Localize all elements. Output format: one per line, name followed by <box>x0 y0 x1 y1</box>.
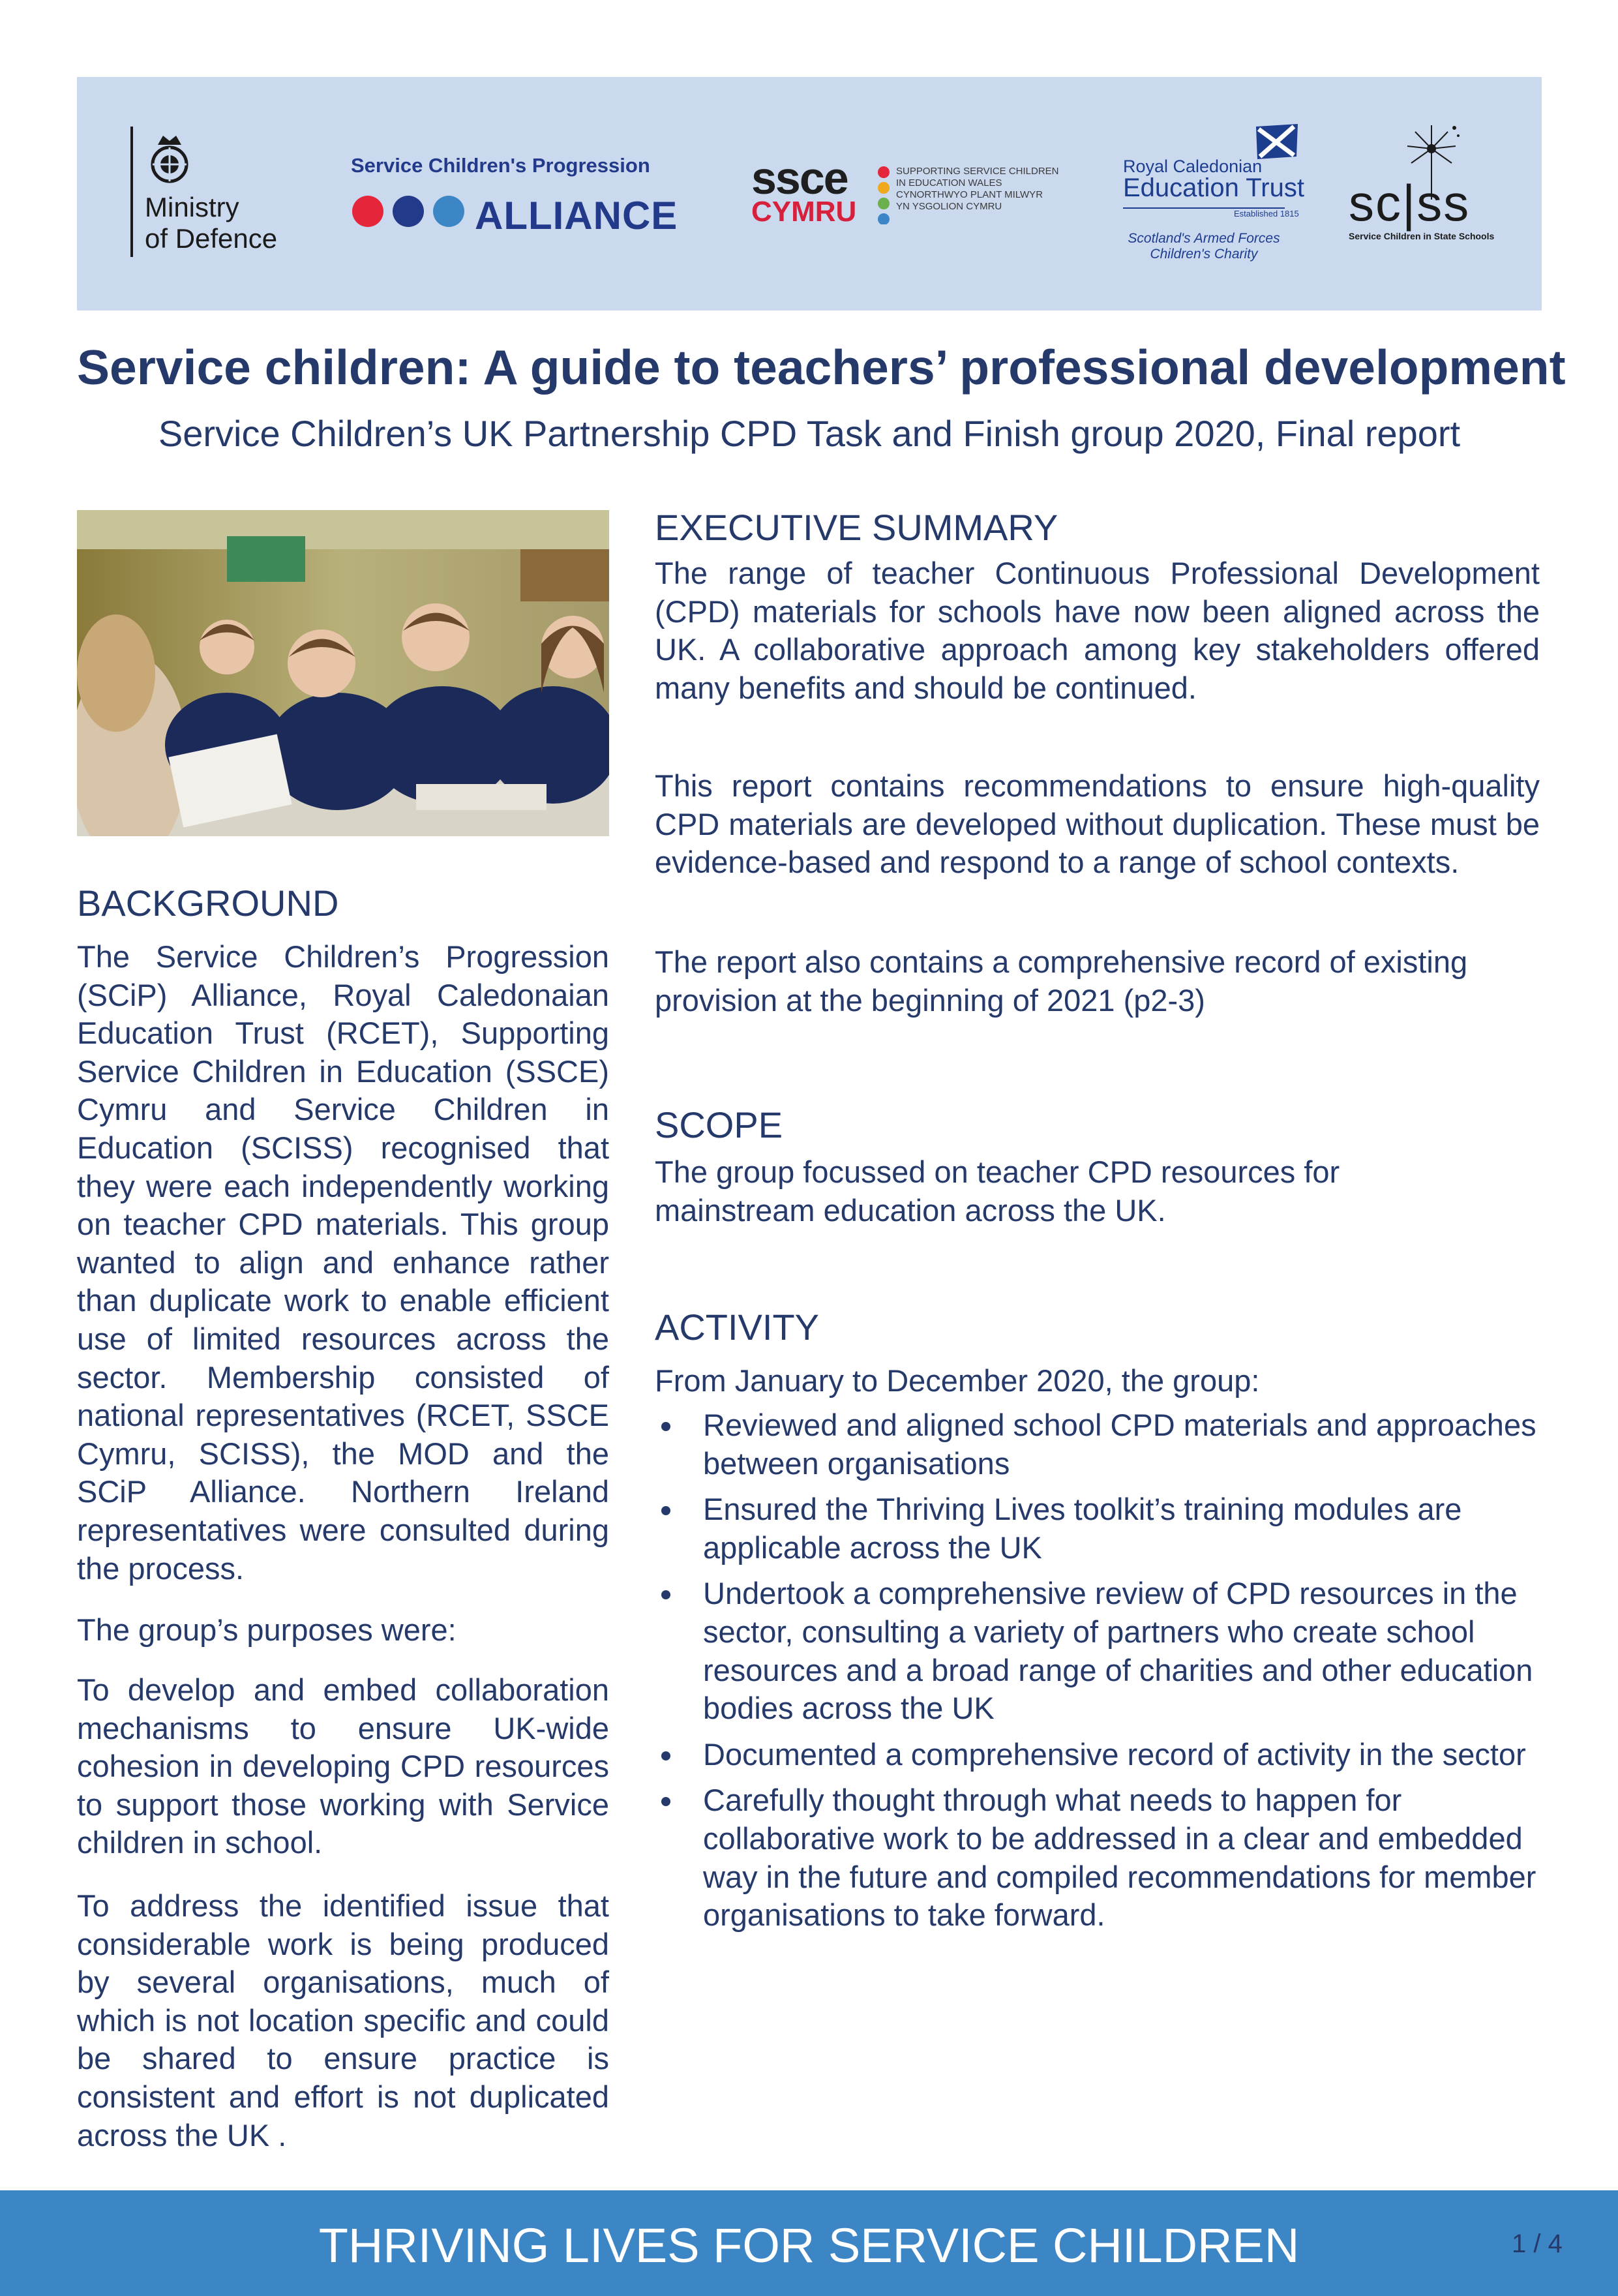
scip-alliance-logo <box>351 154 677 252</box>
bullet-icon <box>661 1590 670 1599</box>
background-paragraph-1: The Service Children’s Progression (SCiP) Alliance, Royal Caledonaian Education Trust (RCET), Supporting Service Children in Education (SSCE) Cymru and Service Children in Education (SCISS) recognised that they were each independently working on teacher CPD materials. This group wanted to align and enhance rather than duplicate work to enable efficient use of limited resources across the sector. Membership consisted of national representatives (RCET, SSCE Cymru, SCISS), the MOD and the SCiP Alliance. Northern Ireland representatives were consulted during the process. <box>77 939 609 1586</box>
cymru-word: CYMRU <box>751 196 857 228</box>
executive-summary-heading: EXECUTIVE SUMMARY <box>655 507 1058 548</box>
mod-text-line2: of Defence <box>145 223 278 254</box>
sciss-small-text: Service Children in State Schools <box>1349 231 1495 241</box>
rcet-subtitle-line: Children's Charity <box>1150 247 1258 262</box>
executive-paragraph-3: The report also contains a comprehensive record of existing provision at the beginning of 2021 (p2-3) <box>655 944 1468 1018</box>
background-heading: BACKGROUND <box>77 883 339 924</box>
activity-list <box>655 1406 1540 1942</box>
ssce-word: ssce <box>751 153 848 204</box>
footer-banner <box>0 2190 1618 2296</box>
bullet-icon <box>661 1797 670 1806</box>
list-item-text: Documented a comprehensive record of activity in the sector <box>703 1736 1526 1772</box>
scope-paragraph: The group focussed on teacher CPD resources for mainstream education across the UK. <box>655 1155 1340 1228</box>
ssce-small-line: CYNORTHWYO PLANT MILWYR <box>896 189 1043 200</box>
list-item <box>655 1736 1540 1774</box>
scip-logo-line2: ALLIANCE <box>475 194 678 237</box>
classroom-photo <box>77 510 609 836</box>
list-item-text: Reviewed and aligned school CPD materials and approaches between organisations <box>703 1408 1536 1481</box>
list-item <box>655 1781 1540 1934</box>
sciss-logo <box>1349 123 1499 266</box>
activity-intro: From January to December 2020, the group: <box>655 1363 1260 1398</box>
rcet-subtitle-line: Scotland's Armed Forces <box>1128 231 1280 246</box>
royal-caledonian-education-trust-logo <box>1123 116 1319 286</box>
ministry-of-defence-logo <box>130 127 300 277</box>
bullet-icon <box>661 1422 670 1431</box>
background-paragraph-4: To address the identified issue that considerable work is being produced by several organisations, much of which is not location specific and could be shared to ensure practice is consistent and effort is not duplicated across the UK . <box>77 1888 609 2152</box>
scip-logo-line1: Service Children's Progression <box>351 154 650 177</box>
list-item-text: Carefully thought through what needs to happen for collaborative work to be addressed in a clear and embedded way in the future and compiled recommendations for member organisations to take forward. <box>703 1783 1536 1933</box>
bullet-icon <box>661 1751 670 1760</box>
list-item-text: Undertook a comprehensive review of CPD resources in the sector, consulting a variety of partners who create school resources and a broad range of charities and other education bodies across the UK <box>703 1576 1533 1726</box>
rcet-name-line2: Education Trust <box>1123 174 1304 202</box>
scip-dots-icon <box>351 193 468 230</box>
page-subtitle: Service Children’s UK Partnership CPD Task and Finish group 2020, Final report <box>158 413 1461 454</box>
activity-heading: ACTIVITY <box>655 1307 820 1348</box>
ssce-cymru-logo <box>751 155 1077 240</box>
ssce-small-line: YN YSGOLION CYMRU <box>896 201 1002 212</box>
royal-crest-icon <box>143 132 196 188</box>
list-item <box>655 1490 1540 1567</box>
background-paragraph-2: The group’s purposes were: <box>77 1612 457 1647</box>
executive-paragraph-1: The range of teacher Continuous Professional Development (CPD) materials for schools have now been aligned across the UK. A collaborative approach among key stakeholders offered many benefits and should be continued. <box>655 556 1540 705</box>
bullet-icon <box>661 1506 670 1515</box>
page-number: 1 / 4 <box>1512 2229 1563 2258</box>
executive-paragraph-2: This report contains recommendations to ensure high-quality CPD materials are developed without duplication. These must be evidence-based and respond to a range of school contexts. <box>655 768 1540 880</box>
ssce-small-line: SUPPORTING SERVICE CHILDREN <box>896 166 1059 177</box>
list-item-text: Ensured the Thriving Lives toolkit’s training modules are applicable across the UK <box>703 1492 1462 1565</box>
sciss-word: sc|ss <box>1349 174 1471 232</box>
list-item <box>655 1575 1540 1727</box>
scope-heading: SCOPE <box>655 1104 783 1145</box>
background-paragraph-3: To develop and embed collaboration mechanisms to ensure UK-wide cohesion in developing CPD resources to support those working with Service children in school. <box>77 1672 609 1860</box>
page-title: Service children: A guide to teachers’ professional development <box>77 340 1566 395</box>
rcet-established: Established 1815 <box>1234 209 1299 219</box>
rcet-name-line1: Royal Caledonian <box>1123 157 1263 176</box>
rcet-subtitle <box>1123 231 1285 262</box>
mod-text-line1: Ministry <box>145 192 239 222</box>
footer-slogan: THRIVING LIVES FOR SERVICE CHILDREN <box>318 2218 1300 2273</box>
logo-band <box>77 77 1542 310</box>
list-item <box>655 1406 1540 1483</box>
ssce-small-text <box>896 166 1059 213</box>
ssce-small-line: IN EDUCATION WALES <box>896 177 1002 189</box>
ssce-dots-icon <box>876 166 891 224</box>
